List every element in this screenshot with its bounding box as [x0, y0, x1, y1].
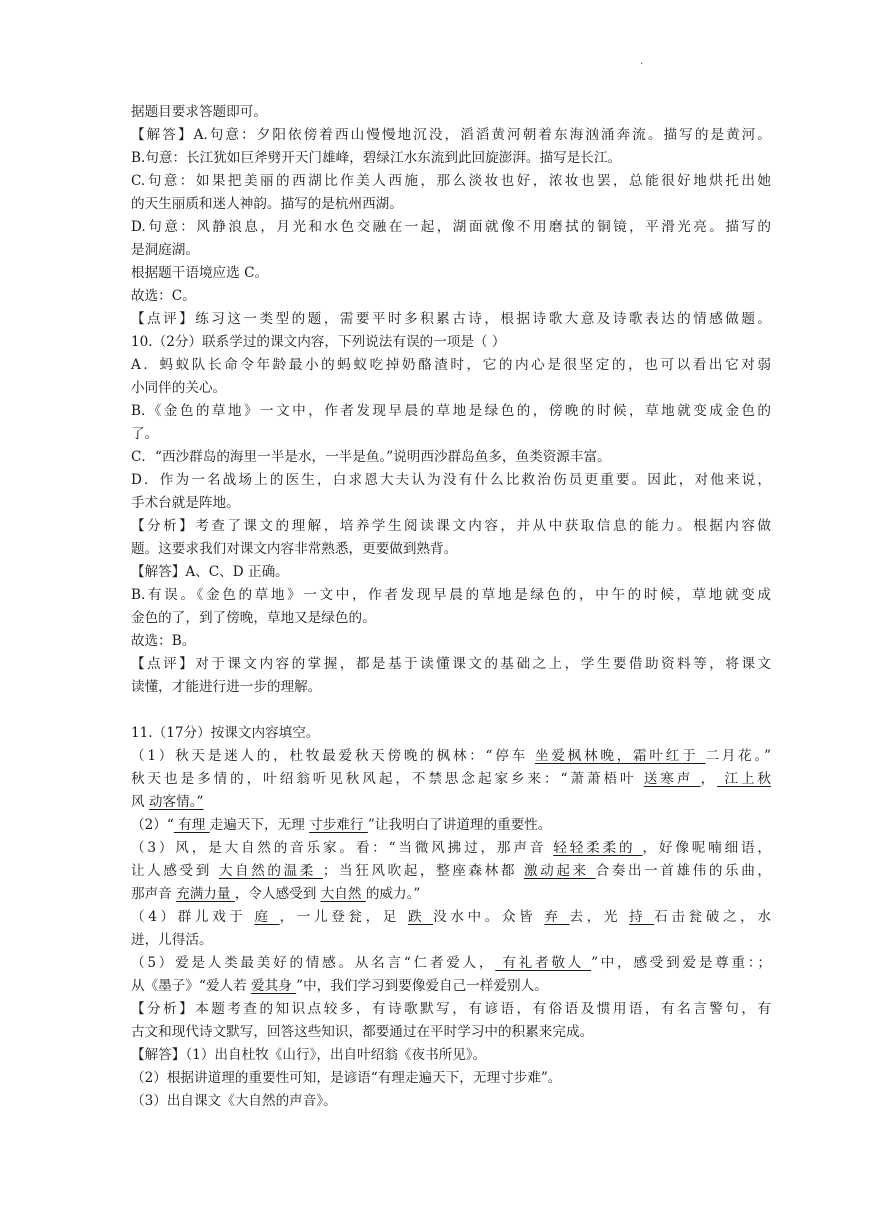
filled-answer: 跌 — [407, 909, 434, 925]
filled-answer: 送寒声 — [643, 771, 701, 787]
filled-answer: 有理 — [173, 817, 210, 833]
text-line — [131, 446, 771, 469]
text-line — [131, 377, 771, 400]
text-segment: ”中，我们学习到要像爱自己一样爱别人。 — [296, 978, 548, 994]
text-segment: 秋天也是多情的，叶绍翁听见秋风起，不禁思念起家乡来：“萧萧梧叶 — [131, 771, 644, 787]
text-line — [131, 998, 771, 1021]
filled-answer: 持 — [629, 909, 655, 925]
text-segment: 小同伴的关心。 — [131, 380, 227, 396]
text-segment: ，令人感受到 — [234, 886, 321, 902]
text-segment: （3）风，是大自然的音乐家。看：“当微风拂过，那声音 — [131, 840, 554, 856]
text-segment: 了。 — [131, 426, 159, 442]
text-segment: ， — [700, 771, 718, 787]
text-line — [131, 308, 771, 331]
text-segment: 去，光 — [569, 909, 629, 925]
text-line — [131, 101, 771, 124]
text-segment: 据题目要求答题即可。 — [131, 104, 267, 120]
filled-answer: 爱其身 — [251, 978, 297, 994]
text-segment: 没水中。众皆 — [433, 909, 545, 925]
text-line — [131, 285, 771, 308]
text-segment: 金色的了，到了傍晚，草地又是绿色的。 — [131, 610, 376, 626]
text-segment: 走遍天下，无理 — [209, 817, 310, 833]
text-segment: 石击瓮破之，水 — [654, 909, 771, 925]
text-line — [131, 1090, 771, 1113]
filled-answer: 弃 — [544, 909, 570, 925]
text-segment: 迸，儿得活。 — [131, 932, 213, 948]
text-line — [131, 1067, 771, 1090]
text-segment: 【解答】A.句意：夕阳依傍着西山慢慢地沉没，滔滔黄河朝着东海汹涌奔流。描写的是黄河。 — [131, 127, 771, 143]
text-segment: C.句意：如果把美丽的西湖比作美人西施，那么淡妆也好，浓妆也罢，总能很好地烘托出她 — [131, 173, 771, 189]
text-line — [131, 1044, 771, 1067]
text-segment: 【分析】考查了课文的理解，培养学生阅读课文内容，并从中获取信息的能力。根据内容做 — [131, 518, 771, 534]
text-line — [131, 400, 771, 423]
text-segment: 【点评】练习这一类型的题，需要平时多积累古诗，根据诗歌大意及诗歌表达的情感做题。 — [131, 311, 771, 327]
text-segment: （4）群儿戏于 — [131, 909, 255, 925]
text-line — [131, 262, 771, 285]
text-line — [131, 170, 771, 193]
text-segment: 古文和现代诗文默写，回答这些知识，都要通过在平时学习中的积累来完成。 — [131, 1024, 594, 1040]
text-line — [131, 354, 771, 377]
text-line — [131, 469, 771, 492]
text-line — [131, 423, 771, 446]
text-line — [131, 975, 771, 998]
text-line — [131, 791, 771, 814]
filled-answer: 充满力量 — [176, 886, 235, 902]
text-segment: 【点评】对于课文内容的掌握，都是基于读懂课文的基础之上，学生要借助资料等，将课文 — [131, 656, 771, 672]
text-segment: ，一儿登瓮，足 — [279, 909, 408, 925]
text-segment: 合奏出一首雄伟的乐曲， — [595, 863, 771, 879]
text-segment: B.《金色的草地》一文中，作者发现早晨的草地是绿色的，傍晚的时候，草地就变成金色的 — [131, 403, 771, 419]
text-line — [131, 906, 771, 929]
text-segment: 是洞庭湖。 — [131, 242, 199, 258]
text-segment: （5）爱是人类最美好的情感。从名言“仁者爱人， — [131, 955, 496, 971]
filled-answer: 动客情。” — [148, 794, 204, 810]
text-segment: 题。这要求我们对课文内容非常熟悉，更要做到熟背。 — [131, 541, 458, 557]
text-line — [131, 837, 771, 860]
text-line — [131, 239, 771, 262]
text-line — [131, 515, 771, 538]
text-line — [131, 722, 771, 745]
text-segment: 的威力。” — [365, 886, 421, 902]
text-segment: 手术台就是阵地。 — [131, 495, 240, 511]
text-segment: ”中，感受到爱是尊重：； — [591, 955, 771, 971]
text-line — [131, 929, 771, 952]
text-segment: ；当狂风吹起，整座森林都 — [322, 863, 524, 879]
text-segment: D．作为一名战场上的医生，白求恩大夫认为没有什么比救治伤员更重要。因此，对他来说， — [131, 472, 771, 488]
text-segment: （1）秋天是迷人的，杜牧最爱秋天傍晚的枫林：“停车 — [131, 748, 535, 764]
text-line — [131, 584, 771, 607]
filled-answer: 大自然的温柔 — [218, 863, 323, 879]
text-line — [131, 331, 771, 354]
text-segment: A．蚂蚁队长命令年龄最小的蚂蚁吃掉奶酪渣时，它的内心是很坚定的，也可以看出它对弱 — [131, 357, 771, 373]
filled-answer: 轻轻柔柔的 — [553, 840, 643, 856]
text-line — [131, 124, 771, 147]
text-line — [131, 538, 771, 561]
text-line — [131, 216, 771, 239]
text-segment: 风 — [131, 794, 149, 810]
text-segment: 的天生丽质和迷人神韵。描写的是杭州西湖。 — [131, 196, 403, 212]
text-segment: 【解答】A、C、D 正确。 — [131, 564, 289, 580]
filled-answer: 有礼者敬人 — [495, 955, 592, 971]
text-segment: B.句意：长江犹如巨斧劈开天门雄峰，碧绿江水东流到此回旋澎湃。描写是长江。 — [131, 150, 622, 166]
filled-answer: 激动起来 — [523, 863, 596, 879]
text-line — [131, 630, 771, 653]
filled-answer: 江上秋 — [717, 771, 771, 787]
text-segment: B.有误。《金色的草地》一文中，作者发现早晨的草地是绿色的，中午的时候，草地就变成 — [131, 587, 771, 603]
text-line — [131, 492, 771, 515]
text-segment: ，好像呢喃细语， — [642, 840, 771, 856]
text-segment: （2）根据讲道理的重要性可知，是谚语“有理走遍天下，无理寸步难”。 — [131, 1070, 562, 1086]
text-line — [131, 607, 771, 630]
text-segment: 根据题干语境应选 C。 — [131, 265, 269, 281]
header-mark: . — [640, 56, 644, 67]
text-segment: 读懂，才能进行进一步的理解。 — [131, 679, 322, 695]
text-segment: 11.（17分）按课文内容填空。 — [131, 725, 320, 741]
text-line — [131, 561, 771, 584]
text-segment: 故选：C。 — [131, 288, 196, 304]
text-line — [131, 1021, 771, 1044]
text-segment: 故选：B。 — [131, 633, 196, 649]
text-line — [131, 147, 771, 170]
filled-answer: 坐爱枫林晚，霜叶红于 — [535, 748, 706, 764]
text-line — [131, 745, 771, 768]
text-segment: 【分析】本题考查的知识点较多，有诗歌默写，有谚语，有俗语及惯用语，有名言警句，有 — [131, 1001, 771, 1017]
text-segment: C．“西沙群岛的海里一半是水，一半是鱼。”说明西沙群岛鱼多，鱼类资源丰富。 — [131, 449, 611, 465]
text-line — [131, 883, 771, 906]
document-body — [131, 101, 771, 1113]
text-line — [131, 193, 771, 216]
text-line — [131, 676, 771, 699]
text-line — [131, 952, 771, 975]
text-segment: 让人感受到 — [131, 863, 219, 879]
filled-answer: 寸步难行 — [309, 817, 368, 833]
text-segment: （3）出自课文《大自然的声音》。 — [131, 1093, 337, 1109]
text-line — [131, 653, 771, 676]
text-segment: 那声音 — [131, 886, 177, 902]
text-segment: ”让我明白了讲道理的重要性。 — [367, 817, 552, 833]
text-segment: （2）“ — [131, 817, 174, 833]
text-segment: 二月花。” — [705, 748, 771, 764]
filled-answer: 庭 — [254, 909, 280, 925]
text-segment: D.句意：风静浪息，月光和水色交融在一起，湖面就像不用磨拭的铜镜，平滑光亮。描写的 — [131, 219, 771, 235]
text-line — [131, 860, 771, 883]
text-line — [131, 814, 771, 837]
filled-answer: 大自然 — [320, 886, 366, 902]
text-segment: 10.（2分）联系学过的课文内容，下列说法有误的一项是（ ） — [131, 334, 506, 350]
blank-line — [131, 699, 771, 722]
text-line — [131, 768, 771, 791]
text-segment: 【解答】（1）出自杜牧《山行》，出自叶绍翁《夜书所见》。 — [131, 1047, 487, 1063]
text-segment: 从《墨子》“爱人若 — [131, 978, 252, 994]
